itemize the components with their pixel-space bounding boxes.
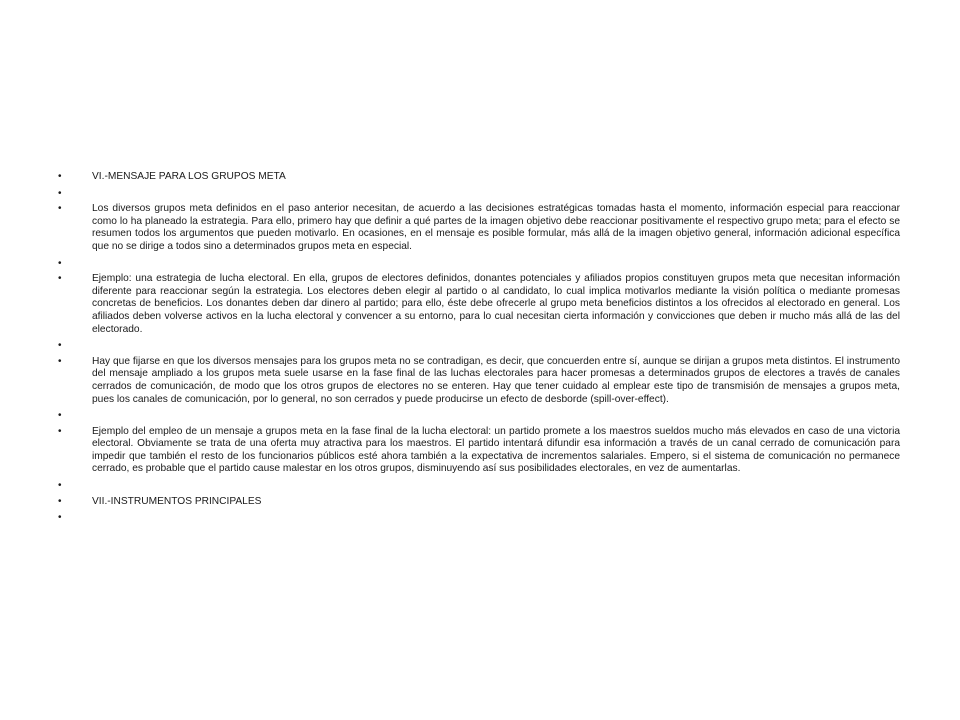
empty-bullet xyxy=(58,512,900,525)
paragraph-ejemplo-maestros: • Ejemplo del empleo de un mensaje a grupos meta en la fase final de la lucha electoral: un partido promete a los maestros sueldos mucho más elevados en caso de una victoria electoral. Obviamente se trata de una oferta muy atractiva para los maestros. El partido intentará difundir esa información a través de un canal cerrado de comunicación para impedir que también el resto de los funcionarios públicos esté ahora también a la expectativa de incrementos salariales. Empero, si el sistema de comunicación no permanece cerrado, es probable que el partido cause malestar en los otros grupos, disminuyendo así sus posibilidades electorales, en vez de aumentarlas. xyxy=(58,426,900,476)
empty-bullet xyxy=(58,340,900,353)
empty-bullet xyxy=(58,258,900,271)
empty-bullet xyxy=(58,188,900,201)
paragraph-ejemplo-estrategia: • Ejemplo: una estrategia de lucha electoral. En ella, grupos de electores definidos, donantes potenciales y afiliados propios constituyen grupos meta que necesitan información diferente para reaccionar según la estrategia. Los electores deben elegir al partido o al candidato, lo cual implica motivarlos mediante la visión política o mediante promesas concretas de beneficios. Los donantes deben dar dinero al partido; para ello, éste debe ofrecerle al grupo meta beneficios distintos a los ofrecidos al electorado en general. Los afiliados deben volverse activos en la lucha electoral y convencer a su entorno, para lo cual necesitan cierta información y convicciones que deben ir mucho más allá de las del electorado. xyxy=(58,273,900,336)
empty-bullet xyxy=(58,410,900,423)
empty-bullet xyxy=(58,480,900,493)
paragraph-grupos-meta: • Los diversos grupos meta definidos en el paso anterior necesitan, de acuerdo a las decisiones estratégicas tomadas hasta el momento, información especial para reaccionar como lo ha planeado la estrategia. Para ello, primero hay que definir a qué partes de la imagen objetivo debe reaccionar positivamente el respectivo grupo meta; para el efecto se resumen todos los argumentos que pueden motivarlo. En ocasiones, en el mensaje es posible formular, más allá de la imagen objetivo general, información adicional específica que no se dirige a todos sino a determinados grupos meta en especial. xyxy=(58,203,900,253)
paragraph-mensajes-contradigan: • Hay que fijarse en que los diversos mensajes para los grupos meta no se contradigan, es decir, que concuerden entre sí, aunque se dirijan a grupos meta distintos. El instrumento del mensaje ampliado a los grupos meta suele usarse en la fase final de las luchas electorales para hacer promesas a determinados grupos de electores a través de canales cerrados de comunicación, de modo que los otros grupos de electores no se enteren. Hay que tener cuidado al emplear este tipo de transmisión de mensajes a grupos meta, pues los canales de comunicación, por lo general, no son cerrados y puede producirse un efecto de desborde (spill-over-effect). xyxy=(58,356,900,406)
bullet-list xyxy=(58,171,900,525)
section-heading-mensaje: • VI.-MENSAJE PARA LOS GRUPOS META xyxy=(58,171,900,184)
section-heading-instrumentos: • VII.-INSTRUMENTOS PRINCIPALES xyxy=(58,496,900,509)
